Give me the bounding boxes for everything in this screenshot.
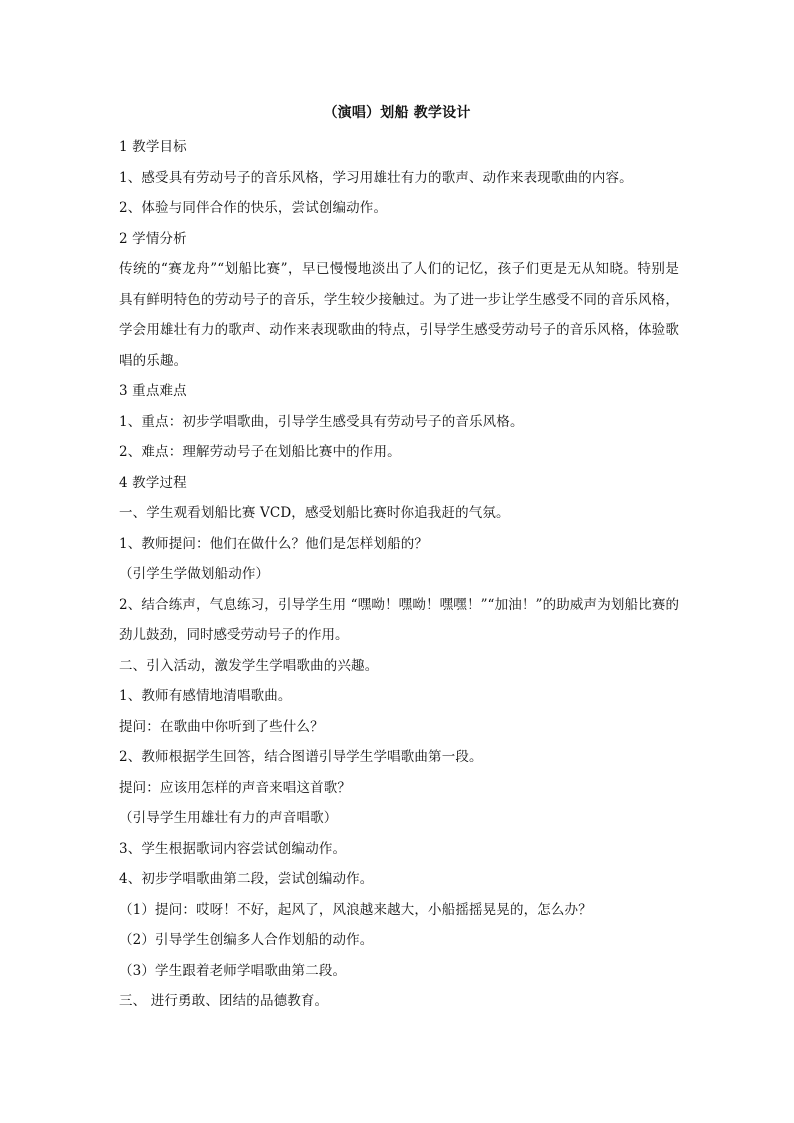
key-point-item: 1、重点：初步学唱歌曲，引导学生感受具有劳动号子的音乐风格。	[119, 413, 524, 430]
goal-item-1: 1、感受具有劳动号子的音乐风格，学习用雄壮有力的歌声、动作来表现歌曲的内容。	[119, 169, 633, 186]
document-title: （演唱）划船 教学设计	[323, 105, 471, 121]
process-step-1: 一、学生观看划船比赛 VCD，感受划船比赛时你追我赶的气氛。	[119, 505, 510, 521]
process-detail: （1）提问：哎呀！不好，起风了，风浪越来越大，小船摇摇晃晃的，怎么办？	[119, 901, 592, 918]
goal-item-2: 2、体验与同伴合作的快乐，尝试创编动作。	[119, 200, 388, 216]
process-note: （引导学生用雄壮有力的声音唱歌）	[119, 810, 338, 826]
analysis-paragraph: 传统的“赛龙舟”“划船比赛”，早已慢慢地淡出了人们的记忆，孩子们更是无从知晓。特别是具有鲜明特色的劳动号子的音乐，学生较少接触过。为了进一步让学生感受不同的音乐风格，学会用雄壮有力的歌声、动作来表现歌曲的特点，引导学生感受劳动号子的音乐风格，体验歌唱的乐趣。	[119, 261, 679, 369]
process-step-2: 二、引入活动，激发学生学唱歌曲的兴趣。	[119, 657, 379, 674]
process-question: 提问：应该用怎样的声音来唱这首歌？	[119, 779, 352, 796]
process-detail: （3）学生跟着老师学唱歌曲第二段。	[119, 962, 347, 979]
section-heading-process: 4 教学过程	[119, 474, 187, 491]
process-substep: 4、初步学唱歌曲第二段，尝试创编动作。	[119, 871, 374, 887]
section-heading-analysis: 2 学情分析	[119, 230, 187, 247]
process-substep: 1、教师提问：他们在做什么？他们是怎样划船的？	[119, 535, 429, 552]
difficulty-item: 2、难点：理解劳动号子在划船比赛中的作用。	[119, 444, 401, 460]
process-substep: 1、教师有感情地清唱歌曲。	[119, 688, 292, 704]
process-question: 提问：在歌曲中你听到了些什么？	[119, 718, 324, 735]
document-body	[119, 132, 679, 1017]
process-substep: 2、结合练声，气息练习，引导学生用 “嘿呦！嘿呦！嘿嘿！”“加油！”的助威声为划船比赛的劲儿鼓劲，同时感受劳动号子的作用。	[119, 596, 679, 643]
section-heading-goals: 1 教学目标	[119, 139, 187, 155]
process-step-3: 三、 进行勇敢、团结的品德教育。	[119, 993, 329, 1009]
process-substep: 3、学生根据歌词内容尝试创编动作。	[119, 840, 347, 857]
process-substep: 2、教师根据学生回答，结合图谱引导学生学唱歌曲第一段。	[119, 749, 483, 765]
section-heading-key-points: 3 重点难点	[119, 383, 187, 399]
process-note: （引学生学做划船动作）	[119, 566, 270, 582]
process-detail: （2）引导学生创编多人合作划船的动作。	[119, 932, 374, 948]
